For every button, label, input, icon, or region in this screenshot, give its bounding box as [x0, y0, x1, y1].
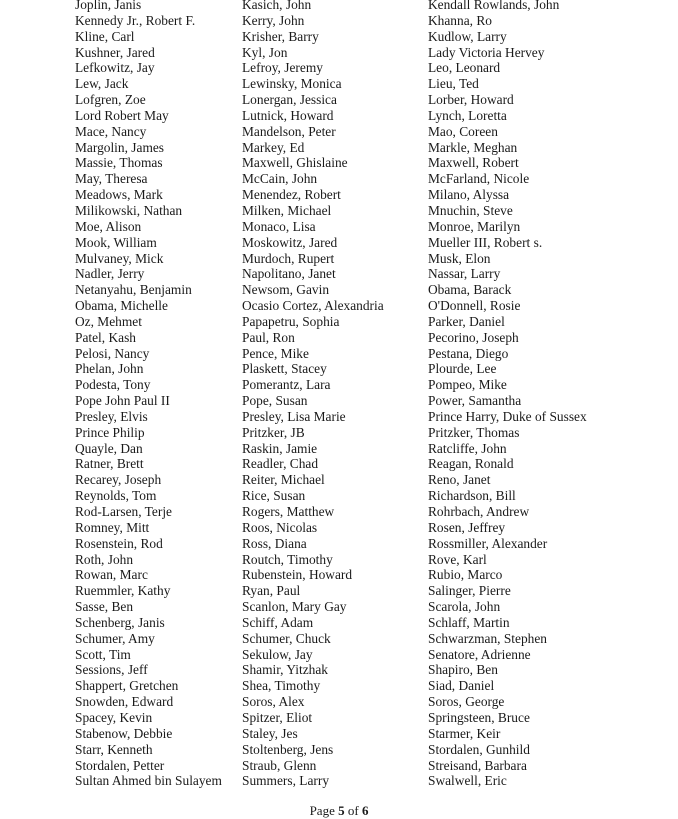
name-entry: Pomerantz, Lara	[242, 377, 331, 393]
name-entry: Sekulow, Jay	[242, 646, 313, 662]
name-entry: Snowden, Edward	[75, 694, 174, 710]
name-entry: Kyl, Jon	[242, 44, 288, 60]
name-column-2	[242, 0, 384, 789]
name-entry: Maxwell, Ghislaine	[242, 155, 348, 171]
name-entry: Napolitano, Janet	[242, 266, 336, 282]
name-entry: Soros, George	[428, 694, 505, 710]
name-entry: Shappert, Gretchen	[75, 678, 179, 694]
page-total: 6	[361, 803, 369, 818]
name-entry: Markey, Ed	[242, 139, 305, 155]
name-entry: Moskowitz, Jared	[242, 234, 338, 250]
name-entry: Netanyahu, Benjamin	[75, 282, 192, 298]
name-entry: Springsteen, Bruce	[428, 709, 530, 725]
name-entry: Kendall Rowlands, John	[428, 0, 560, 12]
name-entry: Prince Philip	[75, 424, 145, 440]
name-entry: Readler, Chad	[242, 456, 319, 472]
page-current: 5	[338, 803, 345, 818]
name-entry: Patel, Kash	[75, 329, 136, 345]
name-entry: Phelan, John	[75, 361, 144, 377]
name-entry: Krisher, Barry	[242, 28, 319, 44]
name-entry: Rod-Larsen, Terje	[75, 504, 172, 519]
name-entry: Ross, Diana	[242, 535, 307, 551]
name-entry: Lieu, Ted	[428, 76, 479, 92]
name-entry: Quayle, Dan	[75, 440, 143, 456]
name-entry: Prince Harry, Duke of Sussex	[428, 408, 587, 424]
name-entry: Lutnick, Howard	[242, 107, 334, 123]
name-entry: Ocasio Cortez, Alexandria	[242, 298, 384, 314]
name-entry: Shea, Timothy	[242, 678, 321, 694]
name-entry: Rohrbach, Andrew	[428, 504, 530, 519]
page-of-label: of	[344, 803, 362, 818]
name-entry: O'Donnell, Rosie	[428, 298, 521, 314]
name-entry: Mace, Nancy	[75, 123, 147, 139]
name-entry: Ryan, Paul	[242, 583, 301, 599]
name-entry: Rosenstein, Rod	[75, 535, 163, 551]
name-entry: Rogers, Matthew	[242, 504, 335, 519]
name-entry: Mandelson, Peter	[242, 123, 336, 139]
name-entry: Schumer, Chuck	[242, 630, 331, 646]
name-entry: Recarey, Joseph	[75, 472, 162, 488]
name-entry: Rubenstein, Howard	[242, 567, 353, 583]
name-entry: Reagan, Ronald	[428, 456, 514, 472]
name-entry: Lady Victoria Hervey	[428, 44, 545, 60]
name-entry: Massie, Thomas	[75, 155, 163, 171]
name-entry: Mook, William	[75, 234, 157, 250]
name-entry: Markle, Meghan	[428, 139, 518, 155]
name-entry: Ruemmler, Kathy	[75, 583, 171, 599]
name-entry: Menendez, Robert	[242, 187, 341, 203]
name-entry: Rice, Susan	[242, 488, 306, 504]
name-entry: Scott, Tim	[75, 646, 131, 662]
name-entry: Pecorino, Joseph	[428, 329, 519, 345]
name-entry: Newsom, Gavin	[242, 282, 330, 298]
name-entry: Stabenow, Debbie	[75, 725, 173, 741]
name-entry: Papapetru, Sophia	[242, 313, 340, 329]
name-entry: Lefroy, Jeremy	[242, 60, 323, 76]
name-entry: Kennedy Jr., Robert F.	[75, 12, 196, 28]
name-entry: Lonergan, Jessica	[242, 92, 337, 108]
name-entry: McCain, John	[242, 171, 318, 187]
name-entry: Milikowski, Nathan	[75, 202, 183, 218]
name-entry: Stordalen, Petter	[75, 757, 165, 773]
name-entry: Moe, Alison	[75, 218, 142, 234]
name-entry: Summers, Larry	[242, 773, 330, 789]
name-entry: Sasse, Ben	[75, 599, 134, 615]
name-entry: Lofgren, Zoe	[75, 92, 146, 108]
name-entry: Monroe, Marilyn	[428, 218, 521, 234]
name-entry: Lefkowitz, Jay	[75, 60, 155, 76]
name-entry: Reiter, Michael	[242, 472, 325, 488]
name-entry: Schwarzman, Stephen	[428, 630, 547, 646]
page-footer	[0, 803, 678, 819]
name-entry: Roth, John	[75, 551, 134, 567]
name-entry: Roos, Nicolas	[242, 519, 318, 535]
name-entry: Lord Robert May	[75, 107, 169, 123]
name-entry: Paul, Ron	[242, 329, 295, 345]
name-entry: Schenberg, Janis	[75, 614, 165, 630]
name-entry: Lewinsky, Monica	[242, 76, 342, 92]
name-entry: Khanna, Ro	[428, 12, 492, 28]
name-entry: Pritzker, JB	[242, 424, 305, 440]
name-entry: Pestana, Diego	[428, 345, 509, 361]
name-entry: Rosen, Jeffrey	[428, 519, 506, 535]
name-entry: Spacey, Kevin	[75, 709, 153, 725]
name-entry: Shapiro, Ben	[428, 662, 498, 678]
name-entry: Murdoch, Rupert	[242, 250, 335, 266]
name-entry: Nadler, Jerry	[75, 266, 145, 282]
name-entry: Starr, Kenneth	[75, 741, 153, 757]
name-entry: Streisand, Barbara	[428, 757, 527, 773]
name-entry: Pelosi, Nancy	[75, 345, 150, 361]
name-entry: Straub, Glenn	[242, 757, 317, 773]
name-entry: Pritzker, Thomas	[428, 424, 520, 440]
name-entry: May, Theresa	[75, 171, 148, 187]
name-entry: Sultan Ahmed bin Sulayem	[75, 773, 222, 789]
name-entry: Kerry, John	[242, 12, 305, 28]
name-entry: Rove, Karl	[428, 551, 487, 567]
name-entry: Spitzer, Eliot	[242, 709, 313, 725]
name-entry: Scarola, John	[428, 599, 501, 615]
name-entry: Milken, Michael	[242, 202, 332, 218]
name-entry: Shamir, Yitzhak	[242, 662, 328, 678]
name-entry: Nassar, Larry	[428, 266, 501, 282]
name-entry: Rubio, Marco	[428, 567, 503, 583]
name-entry: Presley, Elvis	[75, 408, 148, 424]
name-entry: Lew, Jack	[75, 76, 129, 92]
name-entry: Mnuchin, Steve	[428, 202, 513, 218]
name-column-3	[428, 0, 587, 789]
name-entry: Margolin, James	[75, 139, 165, 155]
name-column-1	[75, 0, 222, 789]
name-entry: Rowan, Marc	[75, 567, 148, 583]
name-entry: Kushner, Jared	[75, 44, 155, 60]
name-entry: Plourde, Lee	[428, 361, 497, 377]
name-entry: Reynolds, Tom	[75, 488, 157, 504]
name-entry: Stordalen, Gunhild	[428, 741, 530, 757]
name-entry: Mulvaney, Mick	[75, 250, 164, 266]
name-entry: Oz, Mehmet	[75, 313, 142, 329]
name-entry: Starmer, Keir	[428, 725, 501, 741]
name-entry: Schlaff, Martin	[428, 614, 510, 630]
name-entry: Leo, Leonard	[428, 60, 501, 76]
name-entry: Pompeo, Mike	[428, 377, 507, 393]
name-entry: Ratcliffe, John	[428, 440, 507, 456]
name-entry: Schiff, Adam	[242, 614, 314, 630]
name-entry: Monaco, Lisa	[242, 218, 316, 234]
name-entry: Presley, Lisa Marie	[242, 408, 346, 424]
name-entry: Sessions, Jeff	[75, 662, 148, 678]
name-entry: Soros, Alex	[242, 694, 305, 710]
name-entry: Kudlow, Larry	[428, 28, 507, 44]
name-entry: Parker, Daniel	[428, 313, 505, 329]
name-entry: Maxwell, Robert	[428, 155, 519, 171]
name-entry: Swalwell, Eric	[428, 773, 507, 789]
name-entry: Richardson, Bill	[428, 488, 516, 504]
name-entry: Lorber, Howard	[428, 92, 514, 108]
name-entry: Salinger, Pierre	[428, 583, 511, 599]
name-entry: Podesta, Tony	[75, 377, 151, 393]
name-entry: Raskin, Jamie	[242, 440, 318, 456]
page-label: Page	[309, 803, 339, 818]
name-entry: Joplin, Janis	[75, 0, 142, 12]
name-entry: Milano, Alyssa	[428, 187, 510, 203]
name-entry: Obama, Barack	[428, 282, 512, 298]
name-entry: Plaskett, Stacey	[242, 361, 327, 377]
name-entry: Romney, Mitt	[75, 519, 150, 535]
name-entry: Senatore, Adrienne	[428, 646, 531, 662]
name-entry: Musk, Elon	[428, 250, 491, 266]
name-entry: Stoltenberg, Jens	[242, 741, 334, 757]
name-entry: Mueller III, Robert s.	[428, 234, 543, 250]
name-entry: Mao, Coreen	[428, 123, 498, 139]
name-entry: Lynch, Loretta	[428, 107, 507, 123]
name-entry: Ratner, Brett	[75, 456, 144, 472]
name-entry: Meadows, Mark	[75, 187, 163, 203]
name-entry: Rossmiller, Alexander	[428, 535, 548, 551]
name-entry: Scanlon, Mary Gay	[242, 599, 347, 615]
name-entry: Obama, Michelle	[75, 298, 168, 314]
name-entry: Pence, Mike	[242, 345, 309, 361]
name-entry: Pope John Paul II	[75, 393, 170, 409]
name-entry: Reno, Janet	[428, 472, 491, 488]
name-entry: Kline, Carl	[75, 28, 135, 44]
name-entry: Routch, Timothy	[242, 551, 333, 567]
name-entry: Power, Samantha	[428, 393, 522, 409]
name-entry: McFarland, Nicole	[428, 171, 530, 187]
name-entry: Pope, Susan	[242, 393, 308, 409]
name-entry: Staley, Jes	[242, 725, 298, 741]
name-entry: Siad, Daniel	[428, 678, 495, 694]
name-entry: Schumer, Amy	[75, 630, 155, 646]
name-entry: Kasich, John	[242, 0, 312, 12]
